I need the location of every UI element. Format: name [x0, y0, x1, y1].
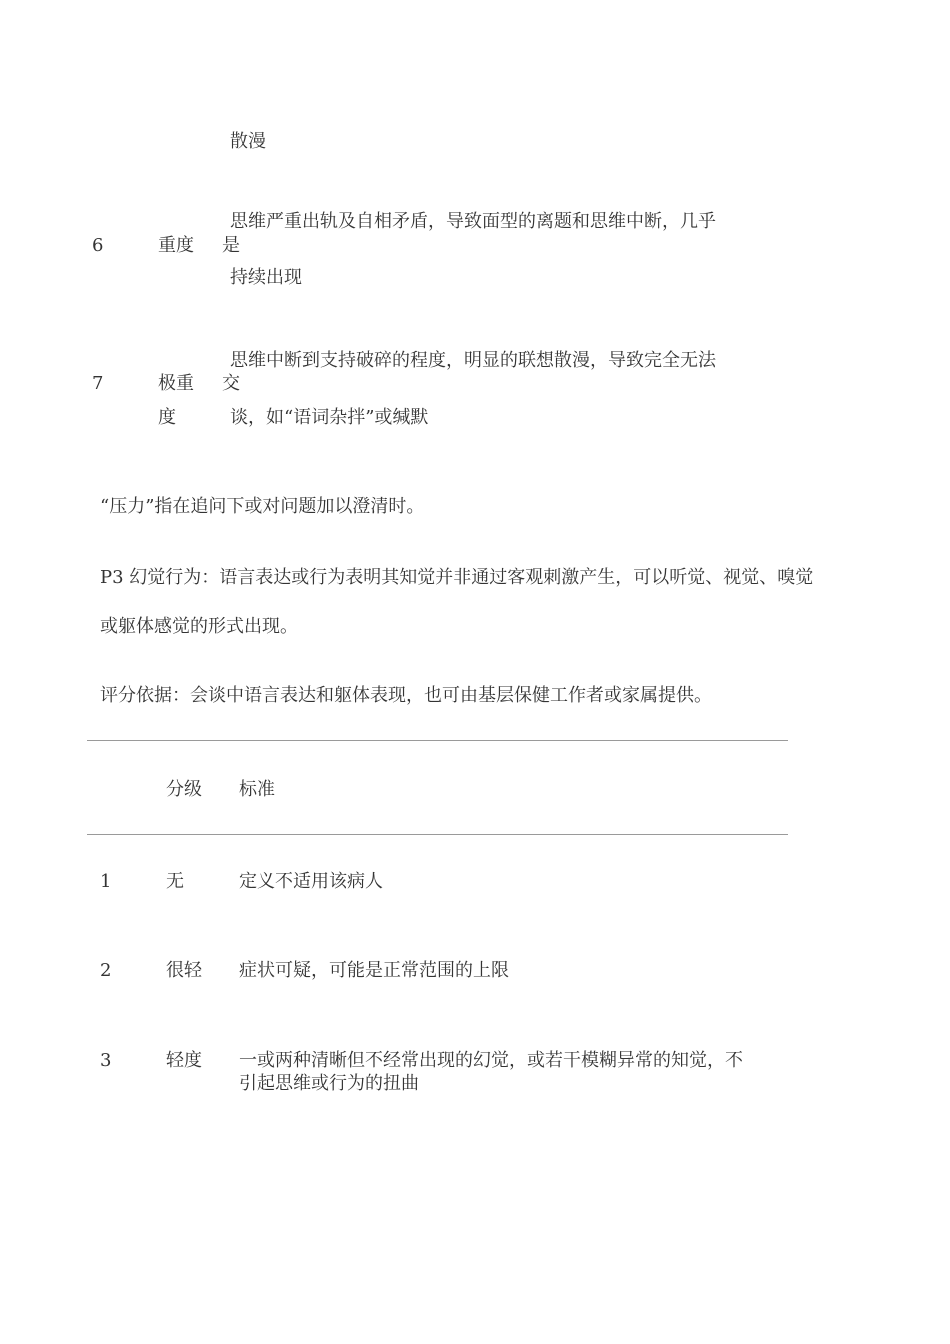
table-row-2-desc: 症状可疑，可能是正常范围的上限	[239, 960, 509, 981]
p3-definition-line1: P3 幻觉行为：语言表达或行为表明其知觉并非通过客观刺激产生，可以听觉、视觉、嗅觉	[100, 567, 814, 588]
table-row-2-level: 很轻	[166, 960, 202, 981]
row6-number: 6	[92, 235, 104, 256]
row7-desc-line2: 交	[222, 373, 240, 394]
row6-desc-line2: 是	[222, 235, 240, 256]
header-criteria: 标准	[239, 779, 275, 800]
table-row-3-desc-line1: 一或两种清晰但不经常出现的幻觉，或若干模糊异常的知觉，不	[239, 1050, 743, 1071]
table-row-1-desc: 定义不适用该病人	[239, 871, 383, 892]
pressure-note: “压力”指在追问下或对问题加以澄清时。	[100, 496, 425, 517]
row7-number: 7	[92, 373, 104, 394]
header-grade: 分级	[166, 779, 202, 800]
table-row-2-number: 2	[100, 960, 112, 981]
table-row-3-desc-line2: 引起思维或行为的扭曲	[239, 1073, 419, 1094]
row7-level-line1: 极重	[158, 373, 194, 394]
row6-desc-line3: 持续出现	[230, 267, 302, 288]
row6-desc-line1: 思维严重出轨及自相矛盾，导致面型的离题和思维中断，几乎	[230, 211, 716, 232]
p3-definition-line2: 或躯体感觉的形式出现。	[100, 616, 298, 637]
table-row-1-number: 1	[100, 871, 112, 892]
row6-level: 重度	[158, 235, 194, 256]
row7-desc-line3: 谈，如“语词杂拌”或缄默	[230, 407, 429, 428]
table-row-3-level: 轻度	[166, 1050, 202, 1071]
scoring-basis: 评分依据：会谈中语言表达和躯体表现，也可由基层保健工作者或家属提供。	[100, 685, 712, 706]
table-top-rule	[87, 740, 788, 741]
row7-level-line2: 度	[158, 407, 176, 428]
row7-desc-line1: 思维中断到支持破碎的程度，明显的联想散漫，导致完全无法	[230, 350, 716, 371]
header-bottom-rule	[87, 834, 788, 835]
row5-desc-continuation: 散漫	[230, 131, 266, 152]
table-row-3-number: 3	[100, 1050, 112, 1071]
table-row-1-level: 无	[166, 871, 184, 892]
